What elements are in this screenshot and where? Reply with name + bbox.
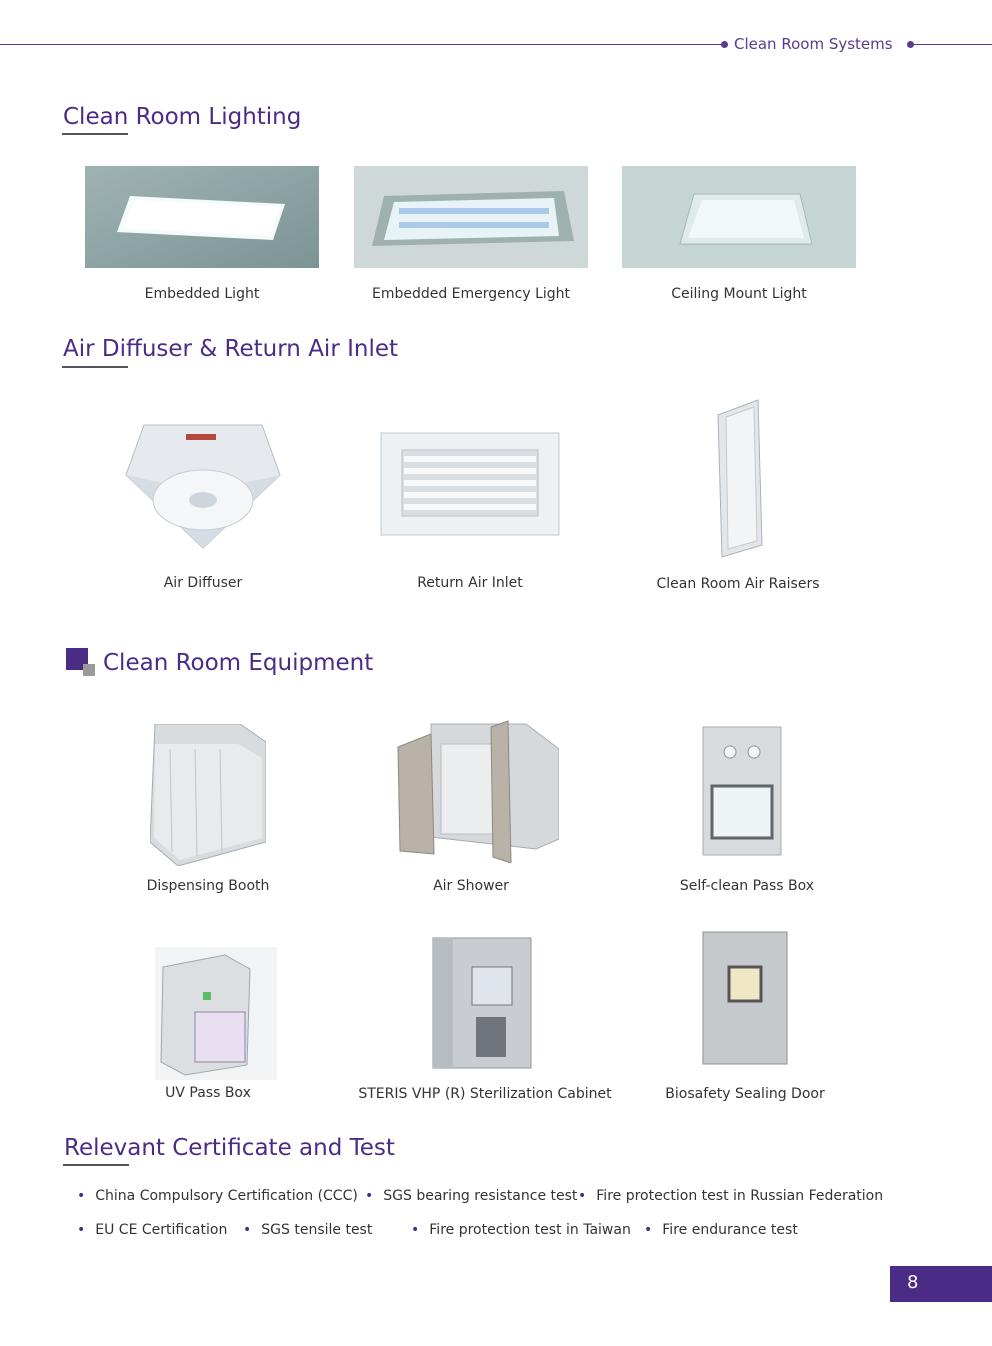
header-dot-left <box>721 41 728 48</box>
cert-item: • China Compulsory Certification (CCC) <box>77 1188 358 1204</box>
cert-item: • Fire endurance test <box>644 1222 798 1238</box>
header-title: Clean Room Systems <box>734 35 893 53</box>
caption-dispensing-booth: Dispensing Booth <box>146 878 270 894</box>
header-rule-right <box>912 44 992 45</box>
cert-item: • SGS bearing resistance test <box>365 1188 577 1204</box>
caption-air-raisers: Clean Room Air Raisers <box>656 576 820 592</box>
air-raiser-image <box>710 395 768 560</box>
dispensing-booth-image <box>150 724 266 866</box>
caption-uv-pass-box: UV Pass Box <box>165 1085 251 1101</box>
ceiling-mount-light-image <box>622 166 856 268</box>
caption-return-air-inlet: Return Air Inlet <box>417 575 523 591</box>
cert-item: • Fire protection test in Russian Federation <box>578 1188 883 1204</box>
cert-item: • EU CE Certification <box>77 1222 227 1238</box>
square-icon <box>83 664 95 676</box>
pass-box-image <box>702 726 788 856</box>
section-underline <box>63 1164 129 1166</box>
embedded-light-image <box>85 166 319 268</box>
section-title-air: Air Diffuser & Return Air Inlet <box>63 336 399 362</box>
caption-biosafety-sealing-door: Biosafety Sealing Door <box>665 1086 825 1102</box>
caption-vhp-cabinet: STERIS VHP (R) Sterilization Cabinet <box>358 1086 612 1102</box>
section-title-lighting: Clean Room Lighting <box>63 104 302 130</box>
vhp-cabinet-image <box>432 937 532 1069</box>
return-air-inlet-image <box>380 432 560 536</box>
air-diffuser-image <box>124 420 282 550</box>
caption-embedded-light: Embedded Light <box>144 286 260 302</box>
section-title-equipment: Clean Room Equipment <box>103 650 374 676</box>
embedded-emergency-light-image <box>354 166 588 268</box>
uv-pass-box-image <box>155 947 277 1080</box>
caption-self-clean-pass-box: Self-clean Pass Box <box>679 878 815 894</box>
caption-embedded-emergency-light: Embedded Emergency Light <box>371 286 571 302</box>
section-title-certs: Relevant Certificate and Test <box>64 1135 395 1161</box>
page-number: 8 <box>907 1272 919 1293</box>
section-underline <box>62 133 128 135</box>
cert-item: • Fire protection test in Taiwan <box>411 1222 631 1238</box>
page-number-badge <box>890 1266 992 1302</box>
section-underline <box>62 366 128 368</box>
cert-item: • SGS tensile test <box>243 1222 372 1238</box>
caption-air-shower: Air Shower <box>433 878 509 894</box>
caption-ceiling-mount-light: Ceiling Mount Light <box>671 286 807 302</box>
sealing-door-image <box>702 931 788 1065</box>
header-rule-left <box>0 44 724 45</box>
air-shower-image <box>396 719 559 863</box>
caption-air-diffuser: Air Diffuser <box>163 575 243 591</box>
